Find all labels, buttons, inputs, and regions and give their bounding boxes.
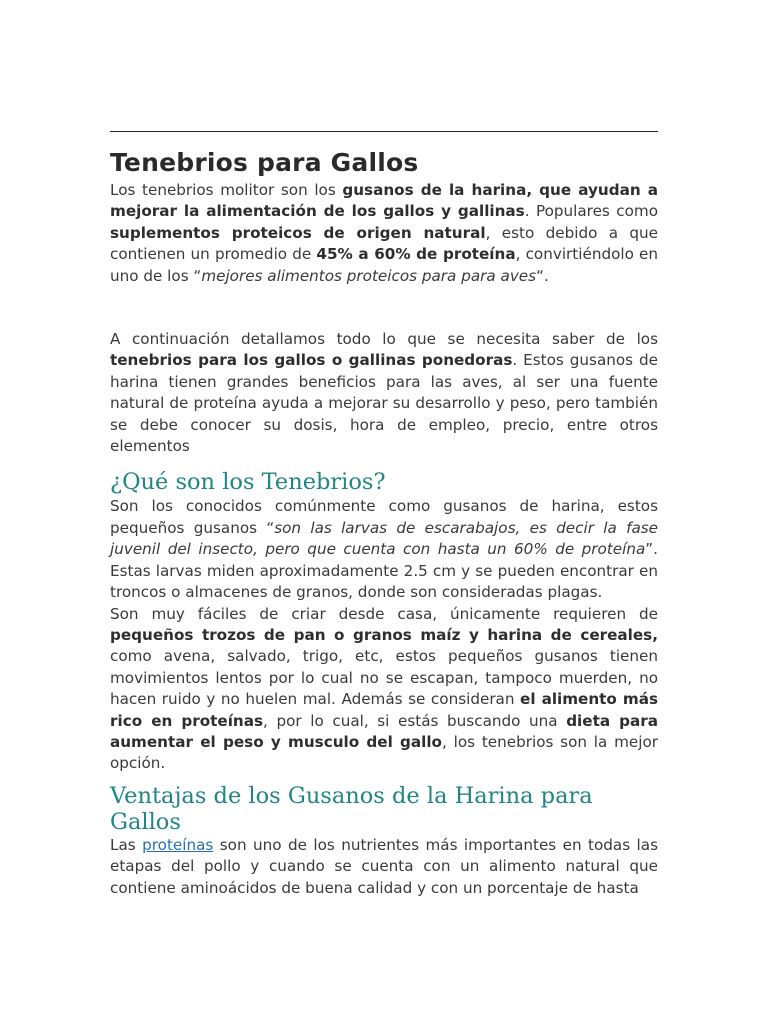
text-run: son uno de los nutrientes más importantes en todas las etapas del pollo y cuando se cuenta con un alimento natural que contiene aminoácidos de buena calidad y con un porcentaje de hasta: [110, 835, 658, 897]
text-run: , por lo cual, si estás buscando una: [263, 711, 567, 730]
breeding-paragraph: [110, 604, 658, 775]
text-run: , esto debido a que contienen un promedio de: [110, 223, 658, 264]
text-run: Los tenebrios molitor son los: [110, 181, 343, 199]
bold-text: suplementos proteicos de origen natural: [110, 223, 486, 242]
text-run: Son los conocidos comúnmente como gusanos de harina, estos pequeños gusanos “: [110, 497, 658, 537]
horizontal-rule: [110, 131, 658, 132]
text-run: . Estos gusanos de harina tienen grandes beneficios para las aves, al ser una fuente natural de proteína ayuda a mejorar su desarrollo y peso, pero también se debe conocer su dosis, hora de empleo, precio, entre otros elementos: [110, 351, 659, 456]
bold-text: gusanos de la harina, que ayudan a mejorar la alimentación de los gallos y gallinas: [110, 181, 659, 221]
italic-text: son las larvas de escarabajos, es decir la fase juvenil del insecto, pero que cuenta con hasta un 60% de proteína: [110, 518, 659, 559]
intro-paragraph: [110, 180, 658, 287]
text-run: ”. Estas larvas miden aproximadamente 2.5 cm y se pueden encontrar en troncos o almacenes de granos, donde son consideradas plagas.: [110, 540, 658, 602]
text-run: , los tenebrios son la mejor opción.: [110, 732, 658, 773]
text-run: como avena, salvado, trigo, etc, estos pequeños gusanos tienen movimientos lentos por lo cual no se escapan, tampoco muerden, no hacen ruido y no huelen mal. Además se consideran: [110, 647, 658, 709]
bold-text: dieta para aumentar el peso y musculo del gallo: [110, 711, 658, 751]
text-run: , convirtiéndolo en uno de los “: [110, 245, 659, 285]
advantages-paragraph: [110, 835, 658, 899]
overview-paragraph: [110, 329, 658, 457]
text-run: A continuación detallamos todo lo que se necesita saber de los: [110, 330, 658, 349]
bold-text: el alimento más rico en proteínas: [110, 690, 658, 730]
bold-text: tenebrios para los gallos o gallinas ponedoras: [110, 351, 513, 370]
text-run: Las: [110, 835, 143, 854]
text-run: . Populares como: [524, 202, 658, 221]
bold-text: pequeños trozos de pan o granos maíz y harina de cereales,: [110, 625, 658, 644]
bold-text: 45% a 60% de proteína: [316, 245, 516, 264]
proteinas-link[interactable]: proteínas: [142, 835, 214, 854]
article-body: [110, 146, 658, 899]
definition-paragraph: [110, 496, 658, 603]
italic-text: mejores alimentos proteicos para para aves: [201, 266, 537, 285]
page-title: Tenebrios para Gallos: [110, 148, 419, 177]
section-heading-que-son: ¿Qué son los Tenebrios?: [110, 469, 386, 496]
text-run: “.: [536, 266, 549, 285]
section-heading-ventajas: Ventajas de los Gusanos de la Harina para Gallos: [110, 782, 593, 835]
text-run: Son muy fáciles de criar desde casa, únicamente requieren de: [110, 604, 658, 623]
